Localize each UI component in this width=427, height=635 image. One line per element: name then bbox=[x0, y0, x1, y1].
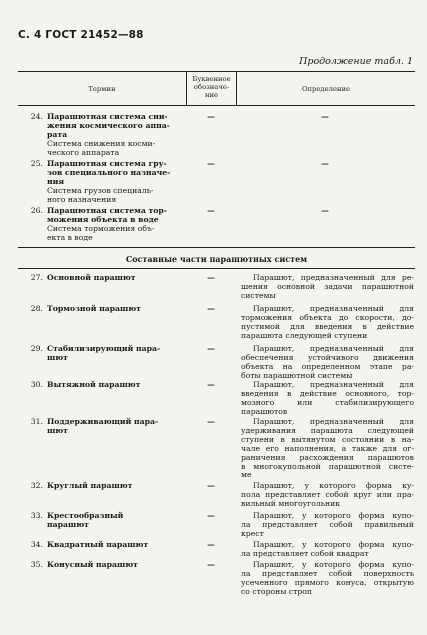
definition-line: Парашют, предназначенный для bbox=[253, 344, 414, 353]
term-number: 34. bbox=[30, 540, 43, 549]
term-text bbox=[47, 345, 165, 363]
synonym-line: Система грузов специаль- bbox=[47, 185, 154, 195]
definition-text bbox=[241, 541, 414, 559]
term-line: Парашютная система тор- bbox=[47, 206, 167, 215]
term-number: 35. bbox=[30, 560, 43, 569]
abbreviation-dash: — bbox=[207, 273, 215, 282]
definition-line: Парашют, предназначенный для bbox=[253, 304, 414, 313]
term-number: 26. bbox=[30, 206, 43, 215]
definition-line: обеспечения устойчивого движения bbox=[241, 352, 414, 362]
definition-text bbox=[241, 482, 414, 509]
definition-dash: — bbox=[321, 112, 329, 121]
table-header-rule bbox=[18, 105, 415, 106]
definition-text bbox=[241, 345, 414, 381]
abbreviation-dash: — bbox=[207, 540, 215, 549]
definition-line: ла представляет собой поверхность bbox=[241, 568, 414, 578]
term-text bbox=[47, 274, 165, 283]
term-number: 29. bbox=[30, 344, 43, 353]
definition-line: чале его наполнения, а также для ог- bbox=[241, 443, 414, 453]
term-line: рата bbox=[47, 129, 68, 139]
section-divider-top bbox=[18, 247, 415, 248]
definition-line: ла представляет собой квадрат bbox=[241, 548, 369, 558]
term-number: 27. bbox=[30, 273, 43, 282]
abbreviation-dash: — bbox=[207, 344, 215, 353]
term-text bbox=[47, 160, 185, 205]
section-title: Составные части парашютных систем bbox=[125, 254, 308, 264]
page-header: С. 4 ГОСТ 21452—88 bbox=[18, 29, 144, 41]
definition-line: системы bbox=[241, 290, 276, 300]
term-number: 32. bbox=[30, 481, 43, 490]
definition-line: ме bbox=[241, 470, 252, 480]
term-text bbox=[47, 418, 165, 436]
definition-line: парашюта следующей ступени bbox=[241, 330, 368, 340]
definition-line: вильный многоугольник bbox=[241, 498, 341, 508]
term-number: 30. bbox=[30, 380, 43, 389]
term-line: Тормозной парашют bbox=[47, 304, 141, 313]
synonym-line: Система торможения объ- bbox=[47, 223, 155, 233]
term-line: Квадратный парашют bbox=[47, 540, 149, 549]
definition-line: мозного или стабилизирующего bbox=[241, 397, 414, 407]
definition-dash: — bbox=[321, 206, 329, 215]
term-number: 31. bbox=[30, 417, 43, 426]
term-line: можения объекта в воде bbox=[47, 214, 159, 224]
abbreviation-dash: — bbox=[207, 511, 215, 520]
definition-line: Парашют, у которого форма купо- bbox=[253, 560, 414, 569]
term-line: жения космического аппа- bbox=[47, 120, 170, 130]
definition-line: со стороны строп bbox=[241, 586, 313, 596]
definition-line: шения основной задачи парашютной bbox=[241, 281, 414, 291]
term-number: 33. bbox=[30, 511, 43, 520]
definition-line: ступени в вытянутом состоянии в на- bbox=[241, 434, 414, 444]
term-text bbox=[47, 305, 165, 314]
column-header-term: Термин bbox=[88, 85, 116, 93]
column-header-definition: Определение bbox=[301, 85, 351, 93]
term-line: Основной парашют bbox=[47, 273, 136, 282]
term-number: 28. bbox=[30, 304, 43, 313]
definition-line: в многокупольной парашютной систе- bbox=[241, 461, 414, 471]
abbreviation-header-line: Буквенное bbox=[192, 75, 231, 83]
term-text bbox=[47, 207, 185, 243]
abbreviation-dash: — bbox=[207, 304, 215, 313]
definition-line: парашютов bbox=[241, 406, 288, 416]
term-number: 24. bbox=[30, 112, 43, 121]
abbreviation-header-line: обозначе- bbox=[193, 83, 230, 91]
term-line: шют bbox=[47, 425, 68, 435]
definition-text bbox=[241, 561, 414, 597]
term-line: Конусный парашют bbox=[47, 560, 138, 569]
section-divider-bottom bbox=[18, 268, 415, 269]
definition-line: удерживания парашюта следующей bbox=[241, 425, 414, 435]
definition-line: Парашют, предназначенный для bbox=[253, 380, 414, 389]
abbreviation-dash: — bbox=[207, 417, 215, 426]
term-text bbox=[47, 113, 185, 158]
abbreviation-dash: — bbox=[207, 380, 215, 389]
synonym-line: ного назначения bbox=[47, 194, 117, 204]
term-line: Вытяжной парашют bbox=[47, 380, 141, 389]
column-header-abbreviation bbox=[187, 75, 236, 99]
term-text bbox=[47, 541, 165, 550]
definition-line: Парашют, предназначенный для ре- bbox=[253, 273, 414, 282]
abbreviation-dash: — bbox=[207, 481, 215, 490]
definition-text bbox=[241, 418, 414, 480]
synonym-line: Система снижения косми- bbox=[47, 138, 156, 148]
term-line: Парашютная система сни- bbox=[47, 112, 168, 121]
abbreviation-dash: — bbox=[207, 112, 215, 121]
definition-line: боты парашютной системы bbox=[241, 370, 353, 380]
definition-text bbox=[241, 305, 414, 341]
term-text bbox=[47, 482, 165, 491]
term-line: Круглый парашют bbox=[47, 481, 133, 490]
definition-line: объекта на определенном этапе ра- bbox=[241, 361, 414, 371]
abbreviation-dash: — bbox=[207, 560, 215, 569]
synonym-line: екта в воде bbox=[47, 232, 93, 242]
term-text bbox=[47, 512, 165, 530]
definition-line: раничения расхождения парашютов bbox=[241, 452, 414, 462]
term-line: Крестообразный парашют bbox=[47, 511, 124, 529]
synonym-line: ческого аппарата bbox=[47, 147, 120, 157]
term-number: 25. bbox=[30, 159, 43, 168]
term-line: ния bbox=[47, 176, 65, 186]
definition-line: Парашют, предназначенный для bbox=[253, 417, 414, 426]
abbreviation-dash: — bbox=[207, 159, 215, 168]
definition-line: усеченного прямого конуса, открытую bbox=[241, 577, 414, 587]
definition-line: Парашют, у которого форма ку- bbox=[253, 481, 414, 490]
definition-line: ла представляет собой правильный bbox=[241, 519, 414, 529]
abbreviation-dash: — bbox=[207, 206, 215, 215]
definition-line: введения в действие основного, тор- bbox=[241, 388, 414, 398]
definition-text bbox=[241, 274, 414, 301]
definition-dash: — bbox=[321, 159, 329, 168]
definition-line: Парашют, у которого форма купо- bbox=[253, 511, 414, 520]
term-line: Стабилизирующий пара- bbox=[47, 344, 161, 353]
definition-line: Парашют, у которого форма купо- bbox=[253, 540, 414, 549]
definition-line: крест bbox=[241, 528, 264, 538]
definition-line: торможения объекта до скорости, до- bbox=[241, 312, 414, 322]
term-line: шют bbox=[47, 352, 68, 362]
table-continuation-label: Продолжение табл. 1 bbox=[299, 56, 413, 67]
definition-text bbox=[241, 512, 414, 539]
term-line: зов специального назначе- bbox=[47, 167, 171, 177]
abbreviation-header-line: ние bbox=[204, 91, 219, 99]
definition-line: пола представляет собой круг или пра- bbox=[241, 489, 414, 499]
definition-text bbox=[241, 381, 414, 417]
table-top-rule bbox=[18, 71, 415, 72]
term-text bbox=[47, 381, 165, 390]
definition-line: пустимой для введения в действие bbox=[241, 321, 414, 331]
term-line: Парашютная система гру- bbox=[47, 159, 167, 168]
term-line: Поддерживающий пара- bbox=[47, 417, 159, 426]
term-text bbox=[47, 561, 165, 570]
